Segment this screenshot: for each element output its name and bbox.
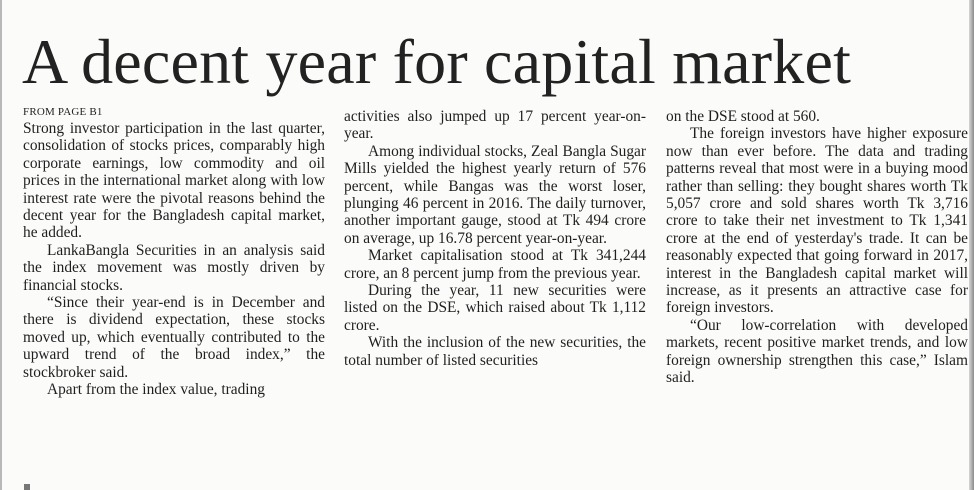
paragraph: LankaBangla Securities in an analysis said the index movement was mostly driven by financial stocks.	[23, 241, 325, 294]
article-column-3	[666, 108, 968, 387]
page-left-edge	[0, 0, 2, 490]
paragraph: Market capitalisation stood at Tk 341,244 crore, an 8 percent jump from the previous year.	[344, 247, 646, 282]
paragraph: During the year, 11 new securities were listed on the DSE, which raised about Tk 1,112 crore.	[344, 282, 646, 334]
page-right-edge	[969, 0, 974, 490]
paragraph: Among individual stocks, Zeal Bangla Sugar Mills yielded the highest yearly return of 576 percent, while Bangas was the worst loser, plunging 46 percent in 2016. The daily turnover, another important gauge, stood at Tk 494 crore on average, up 16.78 percent year-on-year.	[344, 142, 646, 247]
continuation-kicker: FROM PAGE B1	[23, 106, 103, 118]
paragraph: activities also jumped up 17 percent year-on-year.	[344, 108, 646, 143]
paragraph: Apart from the index value, trading	[47, 381, 265, 399]
paragraph: With the inclusion of the new securities, the total number of listed securities	[344, 334, 646, 369]
article-column-2	[344, 108, 646, 369]
paragraph: “Since their year-end is in December and there is dividend expectation, these stocks moved up, which eventually contributed to the upward trend of the broad index,” the stockbroker said.	[23, 294, 325, 381]
paragraph: Strong investor participation in the last quarter, consolidation of stocks prices, comparably high corporate earnings, low commodity and oil prices in the international market along with low interest rate were the pivotal reasons behind the decent year for the Bangladesh capital market, he added.	[23, 120, 325, 242]
headline: A decent year for capital market	[22, 26, 852, 97]
footer-mark	[24, 484, 30, 490]
paragraph: The foreign investors have higher exposure now than ever before. The data and trading patterns reveal that most were in a buying mood rather than selling: they bought shares worth Tk 5,057 crore and sold shares worth Tk 3,716 crore to take their net investment to Tk 1,341 crore at the end of yesterday's trade. It can be reasonably expected that going forward in 2017, interest in the Bangladesh capital market will increase, as it presents an attractive case for foreign investors.	[666, 125, 968, 317]
paragraph: on the DSE stood at 560.	[666, 108, 820, 125]
article-column-1	[23, 105, 325, 399]
paragraph: “Our low-correlation with developed markets, recent positive market trends, and low foreign ownership strengthen this case,” Islam said.	[666, 316, 968, 387]
